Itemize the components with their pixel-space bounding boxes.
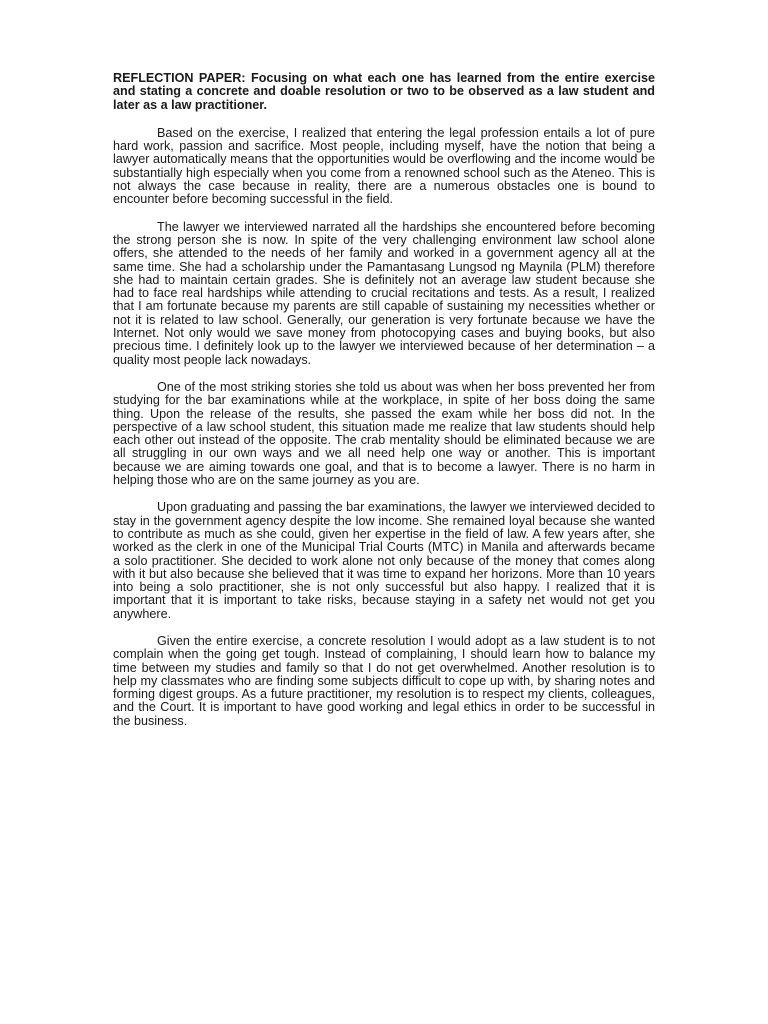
paragraph-4: Upon graduating and passing the bar examinations, the lawyer we interviewed decided to stay in the government agency despite the low income. She remained loyal because she wanted to contribute as much as she could, given her expertise in the field of law. A few years after, she worked as the clerk in one of the Municipal Trial Courts (MTC) in Manila and afterwards became a solo practitioner. She decided to work alone not only because of the money that comes along with it but also because she believed that it was time to expand her horizons. More than 10 years into being a solo practitioner, she is not only successful but also happy. I realized that it is important that it is important to take risks, because staying in a safety net would not get you anywhere. — [113, 500, 655, 621]
paragraph-3: One of the most striking stories she told us about was when her boss prevented her from studying for the bar examinations while at the workplace, in spite of her boss doing the same thing. Upon the release of the results, she passed the exam while her boss did not. In the perspective of a law school student, this situation made me realize that law students should help each other out instead of the opposite. The crab mentality should be eliminated because we are all struggling in our own ways and we all need help one way or another. This is important because we are aiming towards one goal, and that is to become a lawyer. There is no harm in helping those who are on the same journey as you are. — [113, 379, 655, 488]
document-heading: REFLECTION PAPER: Focusing on what each one has learned from the entire exercise and stating a concrete and doable resolution or two to be observed as a law student and later as a law practitioner. — [113, 71, 655, 112]
paragraph-2: The lawyer we interviewed narrated all the hardships she encountered before becoming the strong person she is now. In spite of the very challenging environment law school alone offers, she attended to the needs of her family and worked in a government agency all at the same time. She had a scholarship under the Pamantasang Lungsod ng Maynila (PLM) therefore she had to maintain certain grades. She is definitely not an average law student because she had to face real hardships while attending to crucial recitations and tests. As a result, I realized that I am fortunate because my parents are still capable of sustaining my necessities whether or not it is related to law school. Generally, our generation is very fortunate because we have the Internet. Not only would we save money from photocopying cases and buying books, but also precious time. I definitely look up to the lawyer we interviewed because of her determination – a quality most people lack nowadays. — [113, 219, 655, 367]
paragraph-5: Given the entire exercise, a concrete resolution I would adopt as a law student is to not complain when the going get tough. Instead of complaining, I should learn how to balance my time between my studies and family so that I do not get overwhelmed. Another resolution is to help my classmates who are finding some subjects difficult to cope up with, by sharing notes and forming digest groups. As a future practitioner, my resolution is to respect my clients, colleagues, and the Court. It is important to have good working and legal ethics in order to be successful in the business. — [113, 633, 655, 728]
paragraph-1: Based on the exercise, I realized that entering the legal profession entails a lot of pure hard work, passion and sacrifice. Most people, including myself, have the notion that being a lawyer automatically means that the opportunities would be overflowing and the income would be substantially high especially when you come from a renowned school such as the Ateneo. This is not always the case because in reality, there are a numerous obstacles one is bound to encounter before becoming successful in the field. — [113, 125, 655, 207]
document-page — [113, 72, 655, 742]
